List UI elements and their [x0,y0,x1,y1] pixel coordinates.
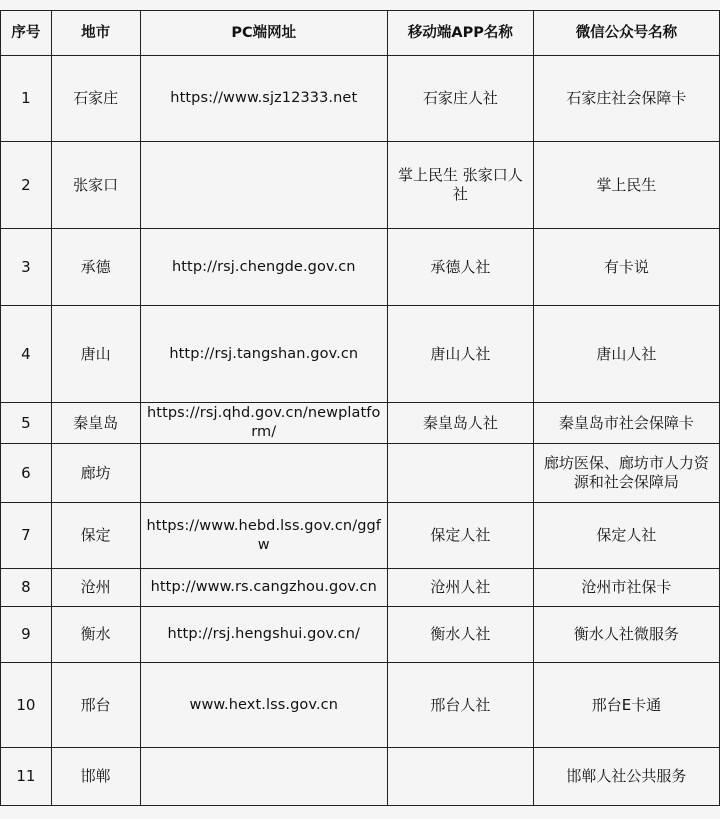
cell-city: 唐山 [51,306,140,403]
cell-app: 唐山人社 [387,306,533,403]
cell-pc-url: https://rsj.qhd.gov.cn/newplatform/ [140,403,387,444]
cell-wechat: 石家庄社会保障卡 [533,56,719,142]
cell-index: 10 [1,663,52,748]
cell-city: 沧州 [51,569,140,607]
header-wechat: 微信公众号名称 [533,11,719,56]
cell-city: 衡水 [51,607,140,663]
table-row [1,663,720,748]
cell-city: 廊坊 [51,444,140,503]
cell-app: 保定人社 [387,503,533,569]
cell-city: 邯郸 [51,748,140,806]
cell-city: 保定 [51,503,140,569]
cell-pc-url: http://www.rs.cangzhou.gov.cn [140,569,387,607]
cell-index: 1 [1,56,52,142]
cell-pc-url: https://www.sjz12333.net [140,56,387,142]
cell-app: 石家庄人社 [387,56,533,142]
cell-wechat: 唐山人社 [533,306,719,403]
cell-app [387,444,533,503]
table-row [1,229,720,306]
cell-index: 5 [1,403,52,444]
cell-wechat: 保定人社 [533,503,719,569]
cell-pc-url: www.hext.lss.gov.cn [140,663,387,748]
cell-index: 7 [1,503,52,569]
cell-index: 4 [1,306,52,403]
cell-app: 邢台人社 [387,663,533,748]
cell-wechat: 衡水人社微服务 [533,607,719,663]
table-row [1,607,720,663]
header-pc-url: PC端网址 [140,11,387,56]
cell-pc-url: http://rsj.chengde.gov.cn [140,229,387,306]
header-city: 地市 [51,11,140,56]
table-row [1,444,720,503]
cell-index: 9 [1,607,52,663]
table-row [1,403,720,444]
cell-pc-url [140,748,387,806]
cell-index: 6 [1,444,52,503]
cell-wechat: 有卡说 [533,229,719,306]
cell-city: 秦皇岛 [51,403,140,444]
header-index: 序号 [1,11,52,56]
city-services-table [0,10,720,806]
table-row [1,306,720,403]
cell-pc-url [140,444,387,503]
cell-pc-url: http://rsj.hengshui.gov.cn/ [140,607,387,663]
cell-app: 承德人社 [387,229,533,306]
cell-index: 3 [1,229,52,306]
cell-city: 张家口 [51,142,140,229]
cell-wechat: 掌上民生 [533,142,719,229]
cell-app: 沧州人社 [387,569,533,607]
cell-index: 8 [1,569,52,607]
cell-app: 掌上民生 张家口人社 [387,142,533,229]
cell-wechat: 沧州市社保卡 [533,569,719,607]
cell-wechat: 邯郸人社公共服务 [533,748,719,806]
cell-pc-url [140,142,387,229]
cell-city: 承德 [51,229,140,306]
header-app: 移动端APP名称 [387,11,533,56]
cell-wechat: 邢台E卡通 [533,663,719,748]
table-header-row [1,11,720,56]
cell-app: 衡水人社 [387,607,533,663]
cell-app: 秦皇岛人社 [387,403,533,444]
cell-index: 11 [1,748,52,806]
table-row [1,503,720,569]
cell-app [387,748,533,806]
table-row [1,569,720,607]
cell-wechat: 廊坊医保、廊坊市人力资源和社会保障局 [533,444,719,503]
cell-wechat: 秦皇岛市社会保障卡 [533,403,719,444]
cell-pc-url: https://www.hebd.lss.gov.cn/ggfw [140,503,387,569]
table-row [1,748,720,806]
table-row [1,142,720,229]
cell-city: 石家庄 [51,56,140,142]
cell-pc-url: http://rsj.tangshan.gov.cn [140,306,387,403]
cell-city: 邢台 [51,663,140,748]
table-row [1,56,720,142]
cell-index: 2 [1,142,52,229]
